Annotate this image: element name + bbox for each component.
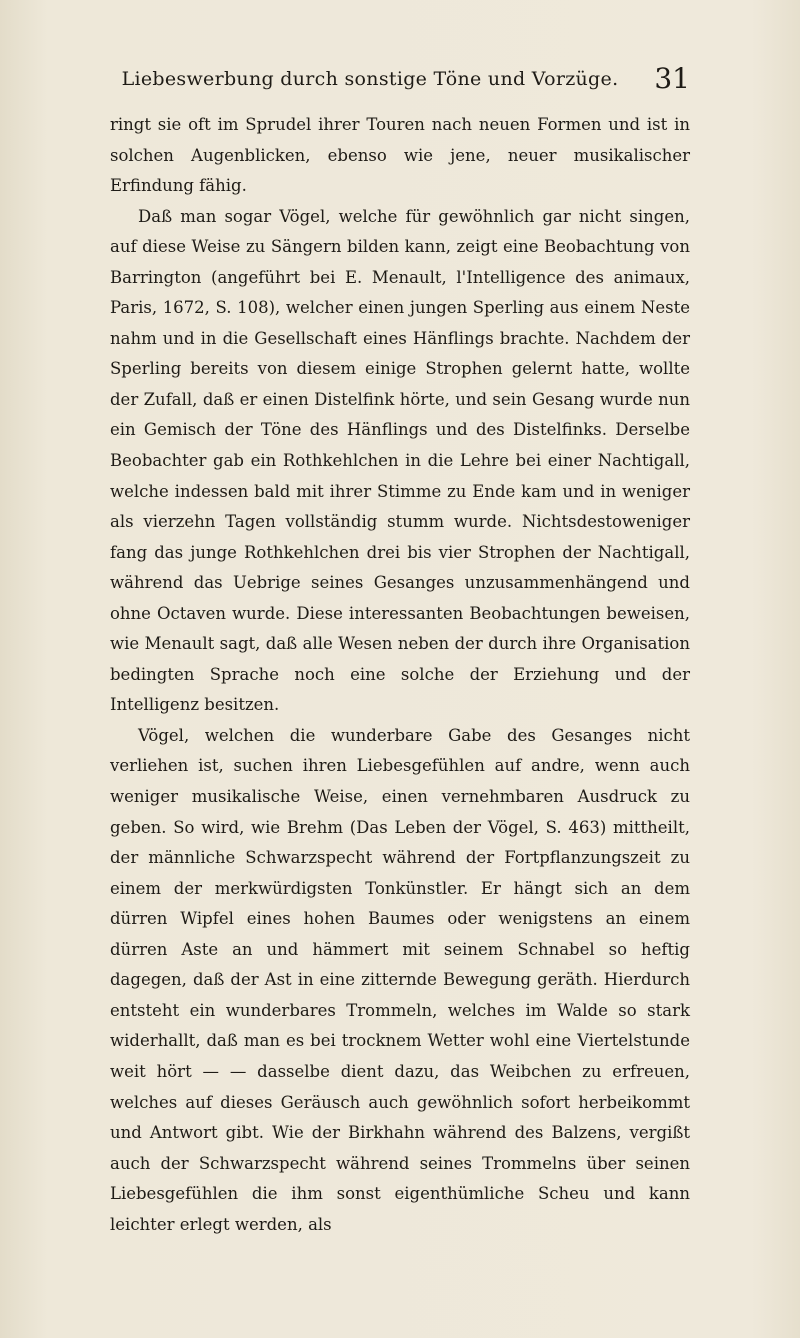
- running-title: Liebeswerbung durch sonstige Töne und Vorzüge.: [121, 68, 619, 90]
- running-head: [110, 60, 690, 100]
- body-text: [110, 110, 690, 1240]
- page-number: 31: [654, 62, 690, 95]
- paragraph-continuation: ringt sie oft im Sprudel ihrer Touren nach neuen Formen und ist in solchen Augenblicken, ebenso wie jene, neuer musikalischer Erfindung fähig.: [110, 115, 690, 196]
- paragraph-schwarzspecht: Vögel, welchen die wunderbare Gabe des Gesanges nicht verliehen ist, suchen ihren Liebesgefühlen auf andre, wenn auch weniger musikalische Weise, einen vernehmbaren Ausdruck zu geben. So wird, wie Brehm (Das Leben der Vögel, S. 463) mittheilt, der männliche Schwarzspecht während der Fortpflanzungszeit zu einem der merkwürdigsten Tonkünstler. Er hängt sich an dem dürren Wipfel eines hohen Baumes oder wenigstens an einem dürren Aste an und hämmert mit seinem Schnabel so heftig dagegen, daß der Ast in eine zitternde Bewegung geräth. Hierdurch entsteht ein wunderbares Trommeln, welches im Walde so stark widerhallt, daß man es bei trocknem Wetter wohl eine Viertelstunde weit hört — — dasselbe dient dazu, das Weibchen zu erfreuen, welches auf dieses Geräusch auch gewöhnlich sofort herbeikommt und Antwort gibt. Wie der Birkhahn während des Balzens, vergißt auch der Schwarzspecht während seines Trommelns über seinen Liebesgefühlen die ihm sonst eigenthümliche Scheu und kann leichter erlegt werden, als: [110, 725, 690, 1234]
- paragraph-barrington-observation: Daß man sogar Vögel, welche für gewöhnlich gar nicht singen, auf diese Weise zu Sängern bilden kann, zeigt eine Beobachtung von Barrington (angeführt bei E. Menault, l'Intelligence des animaux, Paris, 1672, S. 108), welcher einen jungen Sperling aus einem Neste nahm und in die Gesellschaft eines Hänflings brachte. Nachdem der Sperling bereits von diesem einige Strophen gelernt hatte, wollte der Zufall, daß er einen Distelfink hörte, und sein Gesang wurde nun ein Gemisch der Töne des Hänflings und des Distelfinks. Derselbe Beobachter gab ein Rothkehlchen in die Lehre bei einer Nachtigall, welche indessen bald mit ihrer Stimme zu Ende kam und in weniger als vierzehn Tagen vollständig stumm wurde. Nichtsdestoweniger fang das junge Rothkehlchen drei bis vier Strophen der Nachtigall, während das Uebrige seines Gesanges unzusammenhängend und ohne Octaven wurde. Diese interessanten Beobachtungen beweisen, wie Menault sagt, daß alle Wesen neben der durch ihre Organisation bedingten Sprache noch eine solche der Erziehung und der Intelligenz besitzen.: [110, 206, 690, 715]
